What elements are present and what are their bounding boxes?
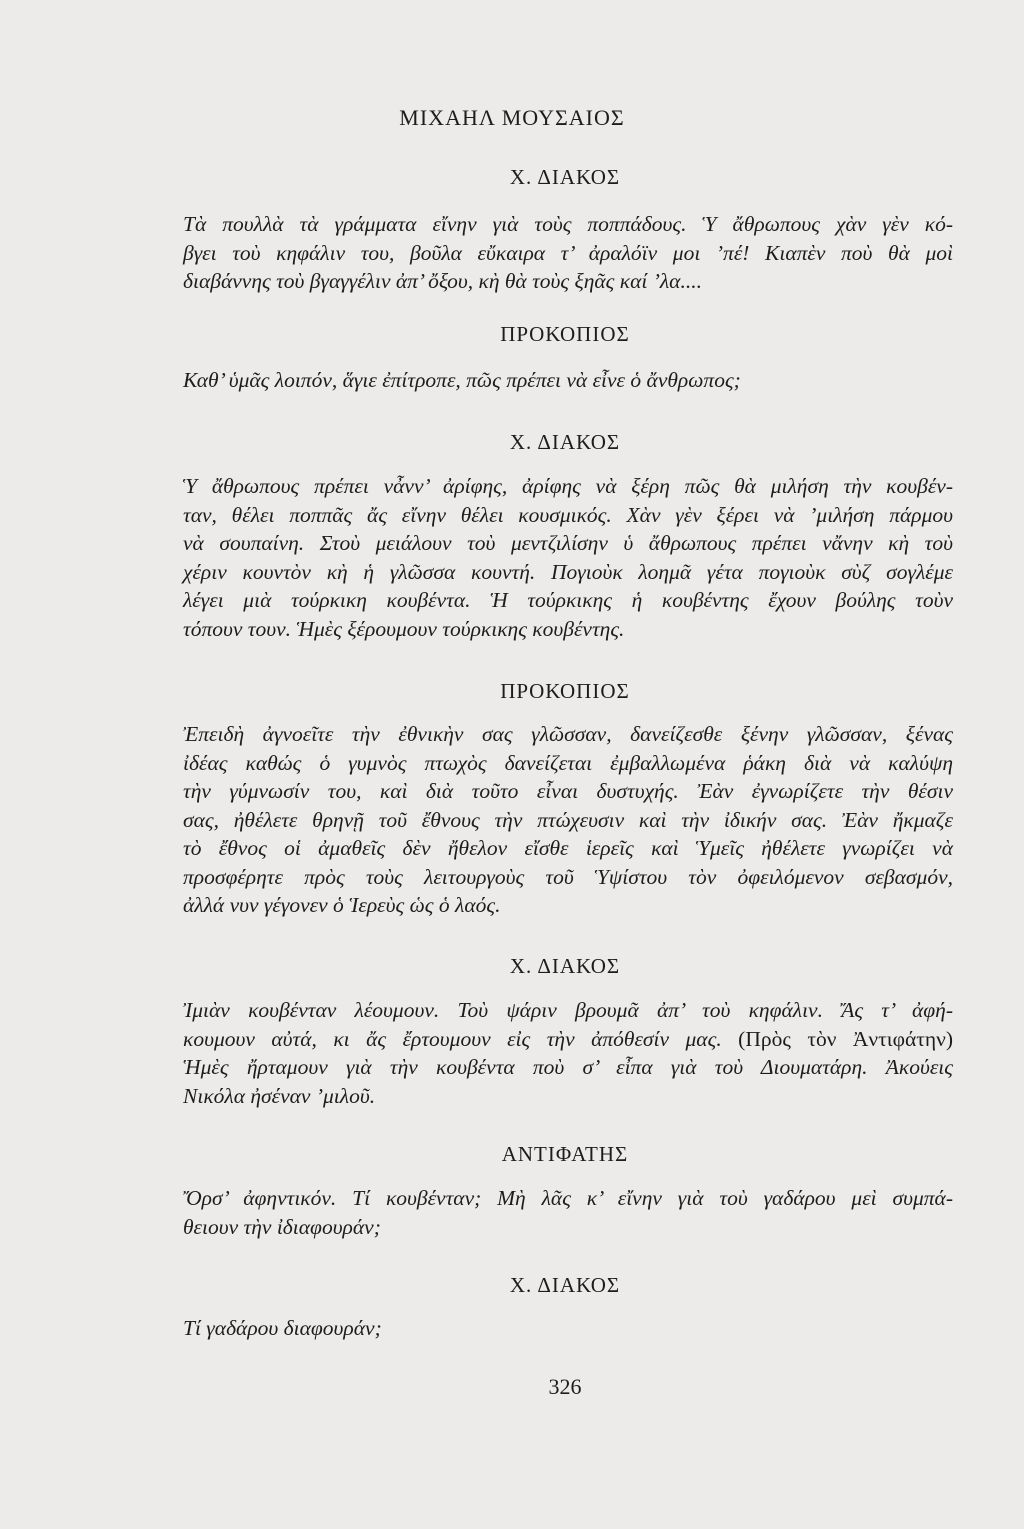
speech-line: Καθ’ ὑμᾶς λοιπόν, ἅγιε ἐπίτροπε, πῶς πρέπει νὰ εἶνε ὁ ἄνθρωπος; [183,368,741,392]
speech-line: λέγει μιὰ τούρκικη κουβέντα. Ἡ τούρκικης ἡ κουβέντης ἔχουν βούλης τοὺν [183,588,953,612]
speaker-name: ΠΡΟΚΟΠΙΟΣ [500,679,630,703]
speech-line: ἀλλά νυν γέγονεν ὁ Ἱερεὺς ὡς ὁ λαός. [183,893,501,917]
speech-line: Τί γαδάρου διαφουράν; [183,1316,382,1340]
speech-line: τὴν γύμνωσίν του, καὶ διὰ τοῦτο εἶναι δυστυχής. Ἐὰν ἐγνωρίζετε τὴν θέσιν [183,779,953,803]
speech-block [183,1184,953,1241]
speaker-name: ΠΡΟΚΟΠΙΟΣ [500,322,630,346]
speech-line [183,1025,953,1054]
speech-line: Ἡμὲς ἤρταμουν γιὰ τὴν κουβέντα ποὺ σ’ εἶπα γιὰ τοὺ Διουματάρη. Ἀκούεις [183,1055,953,1079]
speech-block [183,472,953,643]
speech-line: θειουν τὴν ἰδιαφουράν; [183,1214,381,1239]
speech-block [183,366,953,395]
speech-line: νὰ σουπαίνη. Στοὺ μειάλουν τοὺ μεντζιλίσην ὑ ἄθρωπους πρέπει νἄνην κὴ τοὺ [183,531,953,555]
speech-line: Ὄρσ’ ἀφηντικόν. Τί κουβένταν; Μὴ λᾶς κ’ εἴνην γιὰ τοὺ γαδάρου μεὶ συμπά- [183,1186,953,1210]
speaker-name: Χ. ΔΙΑΚΟΣ [509,1273,621,1297]
speech-line: Ἰμιὰν κουβένταν λέουμουν. Τοὺ ψάριν βρουμᾶ ἀπ’ τοὺ κηφάλιν. Ἄς τ’ ἀφή- [183,998,953,1022]
speech-line: ταν, θέλει ποππᾶς ἄς εἴνην θέλει κουσμικός. Χὰν γὲν ξέρει νὰ ’μιλήση πάρμου [183,502,953,527]
speech-block [183,996,953,1110]
speech-line: σας, ἠθέλετε θρηνῇ τοῦ ἔθνους τὴν πτώχευσιν καὶ τὴν ἰδικήν σας. Ἐὰν ἤκμαζε [183,807,953,832]
speaker-name: Χ. ΔΙΑΚΟΣ [509,430,621,454]
speech-line: Ἐπειδὴ ἀγνοεῖτε τὴν ἐθνικὴν σας γλῶσσαν, δανείζεσθε ξένην γλῶσσαν, ξένας [183,722,953,746]
speech-line: τὸ ἔθνος οἱ ἀμαθεῖς δὲν ἤθελον εἴσθε ἱερεῖς καὶ Ὑμεῖς ἠθέλετε γνωρίζει νὰ [183,836,953,860]
speech-line: Νικόλα ἠσέναν ’μιλοῦ. [183,1083,376,1108]
speaker-name: Χ. ΔΙΑΚΟΣ [509,165,621,189]
speech-line: προσφέρητε πρὸς τοὺς λειτουργοὺς τοῦ Ὑψίστου τὸν ὀφειλόμενον σεβασμόν, [183,864,953,889]
speech-block [183,210,953,296]
speech-block [183,720,953,920]
speech-line: διαβάννης τοὺ βγαγγέλιν ἀπ’ ὄξου, κὴ θὰ τοὺς ξηᾶς καί ’λα.... [183,269,702,293]
page-number: 326 [548,1374,582,1399]
speaker-name: Χ. ΔΙΑΚΟΣ [509,954,621,978]
speech-line: βγει τοὺ κηφάλιν του, βοῦλα εὔκαιρα τ’ ἀραλόϊν μοι ’πέ! Κιαπὲν ποὺ θὰ μοὶ [183,240,953,265]
speech-block [183,1314,953,1343]
speech-line: ἰδέας καθώς ὁ γυμνὸς πτωχὸς δανείζεται ἐμβαλλωμένα ῥάκη διὰ νὰ καλύψη [183,750,953,775]
running-header: ΜΙΧΑΗΛ ΜΟΥΣΑΙΟΣ [399,105,625,130]
speaker-name: ΑΝΤΙΦΑΤΗΣ [501,1142,629,1166]
speech-text: κουμουν αὐτά, κι ἄς ἔρτουμουν εἰς τὴν ἀπόθεσίν μας. (Πρὸς τὸν Ἀντιφάτην) [183,1026,954,1051]
stage-direction: (Πρὸς τὸν Ἀντιφάτην) [738,1026,954,1051]
speech-line: χέριν κουντὸν κὴ ἡ γλῶσσα κουντή. Πογιοὺκ λοημᾶ γέτα πογιοὺκ σὺζ σογλέμε [183,559,953,584]
speech-line: Ὑ ἄθρωπους πρέπει νἆνν’ ἀρίφης, ἀρίφης νὰ ξέρη πῶς θὰ μιλήση τὴν κουβέν- [183,474,953,498]
speech-line: τόπουν τουν. Ἡμὲς ξέρουμουν τούρκικης κουβέντης. [183,616,625,641]
speech-line: Τὰ πουλλὰ τὰ γράμματα εἴνην γιὰ τοὺς ποππάδους. Ὑ ἄθρωπους χὰν γὲν κό- [183,212,953,236]
